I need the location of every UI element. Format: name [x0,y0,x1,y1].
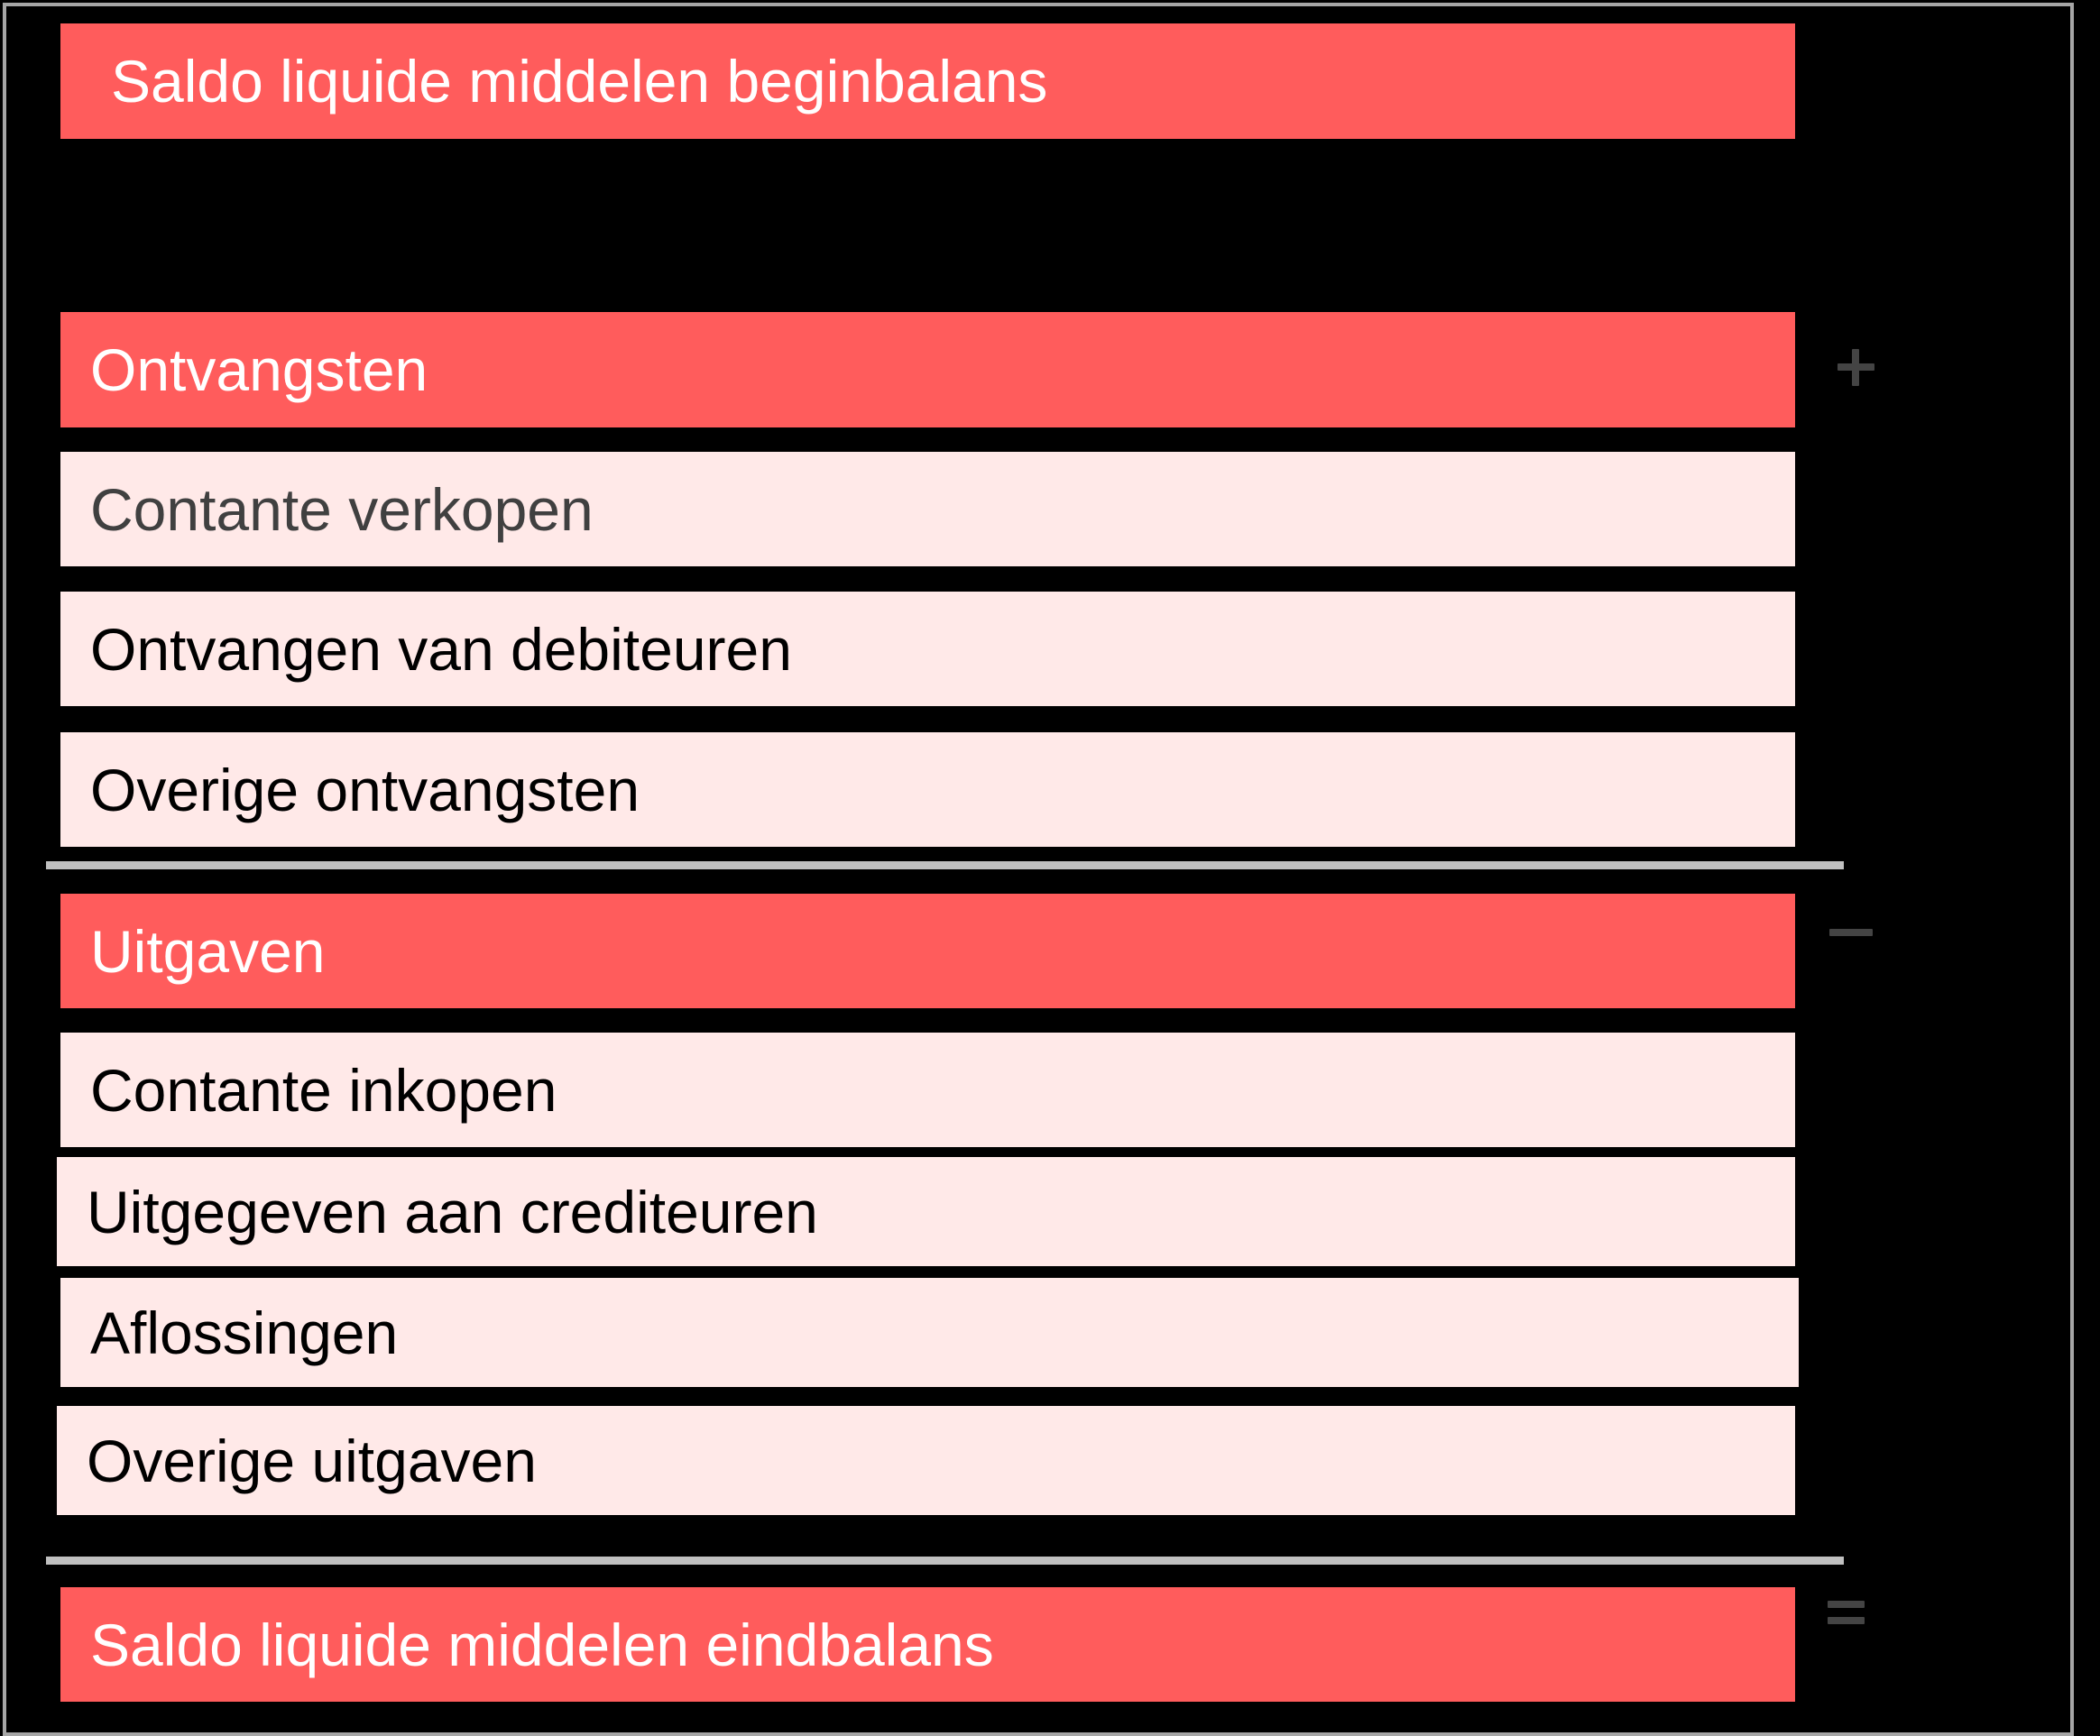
receipts-header-box [60,312,1795,427]
equals-icon [1828,1601,1865,1624]
expense-item-repayments [60,1278,1799,1387]
closing-balance-label: Saldo liquide middelen eindbalans [90,1611,994,1678]
receipt-item-other [60,732,1795,847]
plus-icon [1838,349,1874,386]
expense-item-creditors [57,1157,1795,1266]
receipts-header-label: Ontvangsten [90,336,428,403]
receipt-item-cash-sales [60,452,1795,566]
expense-item-label: Overige uitgaven [87,1427,537,1494]
minus-icon [1829,929,1873,936]
receipt-item-label: Ontvangen van debiteuren [90,615,792,683]
closing-balance-box [60,1587,1795,1702]
expense-item-label: Uitgegeven aan crediteuren [87,1178,818,1245]
receipt-item-debtors [60,592,1795,706]
expenses-header-label: Uitgaven [90,917,326,985]
expense-item-label: Aflossingen [90,1299,399,1366]
receipt-item-label: Contante verkopen [90,475,594,543]
receipt-item-label: Overige ontvangsten [90,756,640,823]
opening-balance-label: Saldo liquide middelen beginbalans [111,48,1048,115]
opening-balance-box [60,23,1795,139]
separator-line [46,861,1844,869]
separator-line [46,1557,1844,1565]
expense-item-label: Contante inkopen [90,1056,557,1124]
expenses-header-box [60,894,1795,1008]
expense-item-cash-purchases [60,1033,1795,1147]
expense-item-other [57,1406,1795,1515]
